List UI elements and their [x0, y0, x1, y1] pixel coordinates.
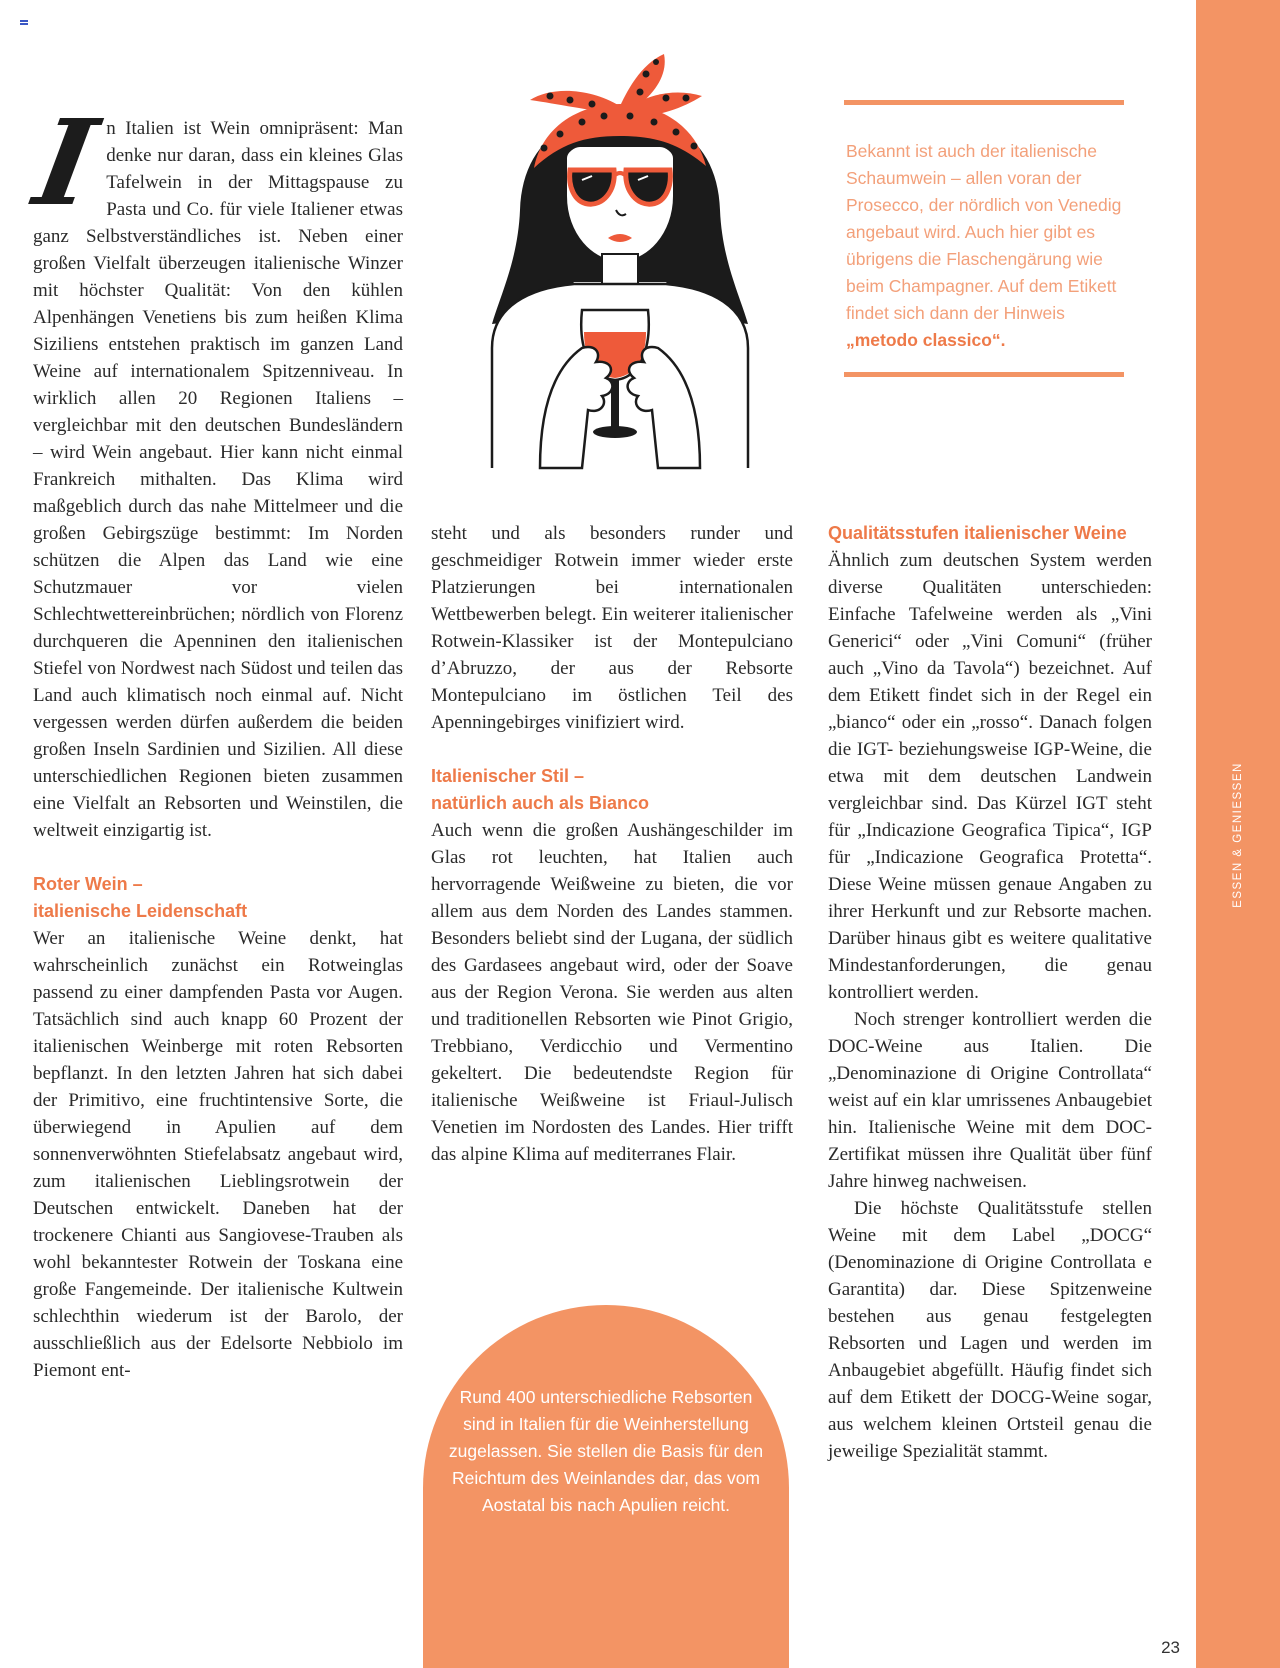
section-label-wrapper	[1218, 760, 1258, 910]
quote-box	[844, 100, 1124, 377]
quote-text	[844, 105, 1124, 372]
section-heading-white-wine: Italienischer Stil – natürlich auch als Bianco	[431, 766, 650, 813]
article-column-1	[25, 93, 403, 1384]
section-label: ESSEN & GENIESSEN	[1232, 762, 1244, 908]
quote-rule-bottom	[844, 372, 1124, 377]
drop-cap: I	[25, 93, 106, 232]
quality-paragraph-2: Noch strenger kontrolliert werden die DOC-Weine aus Italien. Die „Denominazione di Origine Controllata“ weist auf ein klar umrissenes Anbaugebiet hin. Italienische Weine mit dem DOC-Zertifikat müssen ihre Qualität über fünf Jahre hinweg nachweisen.	[828, 1009, 1152, 1192]
quality-paragraph-1: Ähnlich zum deutschen System werden diverse Qualitäten unterschieden: Einfache Tafelweine werden als „Vini Generici“ oder „Vini Comuni“ (früher auch „Vino da Tavola“) bezeichnet. Auf dem Etikett findet sich in der Regel ein „bianco“ oder ein „rosso“. Danach folgen die IGT- beziehungsweise IGP-Weine, die etwa mit dem deutschen Landwein vergleichbar sind. Das Kürzel IGT steht für „Indicazione Geografica Tipica“, IGP für „Indicazione Geografica Protetta“. Diese Weine müssen genaue Angaben zu ihrer Herkunft und zur Rebsorte machen. Darüber hinaus gibt es weitere qualitative Mindestanforderungen, die genau kontrolliert werden.	[828, 550, 1152, 1003]
quote-body: Bekannt ist auch der italienische Schaumwein – allen voran der Prosecco, der nördlich von Venedig angebaut wird. Auch hier gibt es übrigens die Flaschengärung wie beim Champagner. Auf dem Etikett findet sich dann der Hinweis	[846, 141, 1122, 323]
page-number: 23	[1161, 1638, 1180, 1657]
article-column-2	[431, 520, 793, 1168]
quality-paragraph-3: Die höchste Qualitätsstufe stellen Weine mit dem Label „DOCG“ (Denominazione di Origine Controllata e Garantita) dar. Diese Spitzenweine bestehen aus genau festgelegten Rebsorten und Lagen und werden im Anbaugebiet abgefüllt. Häufig findet sich auf dem Etikett der DOCG-Weine sogar, aus welchem kleinen Ortsteil genau die jeweilige Spezialität stammt.	[828, 1198, 1152, 1462]
red-wine-paragraph: Wer an italienische Weine denkt, hat wahrscheinlich zunächst ein Rotweinglas passend zu einer dampfenden Pasta vor Augen. Tatsächlich sind auch knapp 60 Prozent der italienischen Weinberge mit roten Rebsorten bepflanzt. In den letzten Jahren hat sich dabei der Primitivo, eine fruchtintensive Sorte, die überwiegend in Apulien auf dem sonnenverwöhnten Stiefelabsatz angebaut wird, zum italienischen Lieblingsrotwein der Deutschen entwickelt. Daneben hat der trockenere Chianti aus Sangiovese-Trauben als wohl bekanntester Rotwein der Toskana eine große Fangemeinde. Der italienische Kultwein schlechthin wiederum ist der Barolo, der ausschließlich aus der Edelsorte Nebbiolo im Piemont ent-	[33, 928, 403, 1381]
arch-info-text: Rund 400 unterschiedliche Rebsorten sind in Italien für die Weinherstellung zugelassen. Sie stellen die Basis für den Reichtum des Weinlandes dar, das vom Aostatal bis nach Apulien reicht.	[448, 1387, 764, 1515]
red-wine-paragraph-continued: steht und als besonders runder und geschmeidiger Rotwein immer wieder erste Platzierungen bei internationalen Wettbewerben belegt. Ein weiterer italienischer Rotwein-Klassiker ist der Montepulciano d’Abruzzo, der aus der Rebsorte Montepulciano im östlichen Teil des Apenningebirges vinifiziert wird.	[431, 523, 793, 733]
intro-paragraph: n Italien ist Wein omnipräsent: Man denke nur daran, dass ein kleines Glas Tafelwein in der Mittagspause zu Pasta und Co. für viele Italiener etwas ganz Selbstverständliches ist. Neben einer großen Vielfalt überzeugen italienische Winzer mit höchster Qualität: Von den kühlen Alpenhängen Venetiens bis zum heißen Klima Siziliens entstehen praktisch im ganzen Land Weine auf internationalem Spitzenniveau. In wirklich allen 20 Regionen Italiens – vergleichbar mit den deutschen Bundesländern – wird Wein angebaut. Hier kann nicht einmal Frankreich mithalten. Das Klima wird maßgeblich durch das nahe Mittelmeer und die großen Gebirgszüge bestimmt: Im Norden schützen die Alpen das Land wie eine Schutzmauer vor vielen Schlechtwettereinbrüchen; nördlich von Florenz durchqueren die Apenninen den italienischen Stiefel von Nordwest nach Südost und teilen das Land auch klimatisch noch einmal auf. Nicht vergessen werden dürfen außerdem die beiden großen Inseln Sardinien und Sizilien. All diese unterschiedlichen Regionen bieten zusammen eine Vielfalt an Rebsorten und Weinstilen, die weltweit einzigartig ist.	[33, 118, 403, 841]
section-heading-red-wine: Roter Wein – italienische Leidenschaft	[33, 874, 248, 921]
article-column-3	[828, 520, 1152, 1465]
quote-highlight: „metodo classico“.	[846, 330, 1006, 350]
woman-with-wine-glass-illustration	[470, 48, 770, 478]
white-wine-paragraph: Auch wenn die großen Aushängeschilder im Glas rot leuchten, hat Italien auch hervorragende Weißweine zu bieten, die vor allem aus dem Norden des Landes stammen. Besonders beliebt sind der Lugana, der südlich des Gardasees angebaut wird, oder der Soave aus der Region Verona. Sie werden aus alten und traditionellen Rebsorten wie Pinot Grigio, Trebbiano, Verdicchio und Vermentino gekeltert. Die bedeutendste Region für italienische Weißweine ist Friaul-Julisch Venetien im Nordosten des Landes. Hier trifft das alpine Klima auf mediterranes Flair.	[431, 820, 793, 1165]
section-heading-quality-levels: Qualitätsstufen italienischer Weine	[828, 523, 1127, 543]
corner-mark	[20, 20, 28, 26]
